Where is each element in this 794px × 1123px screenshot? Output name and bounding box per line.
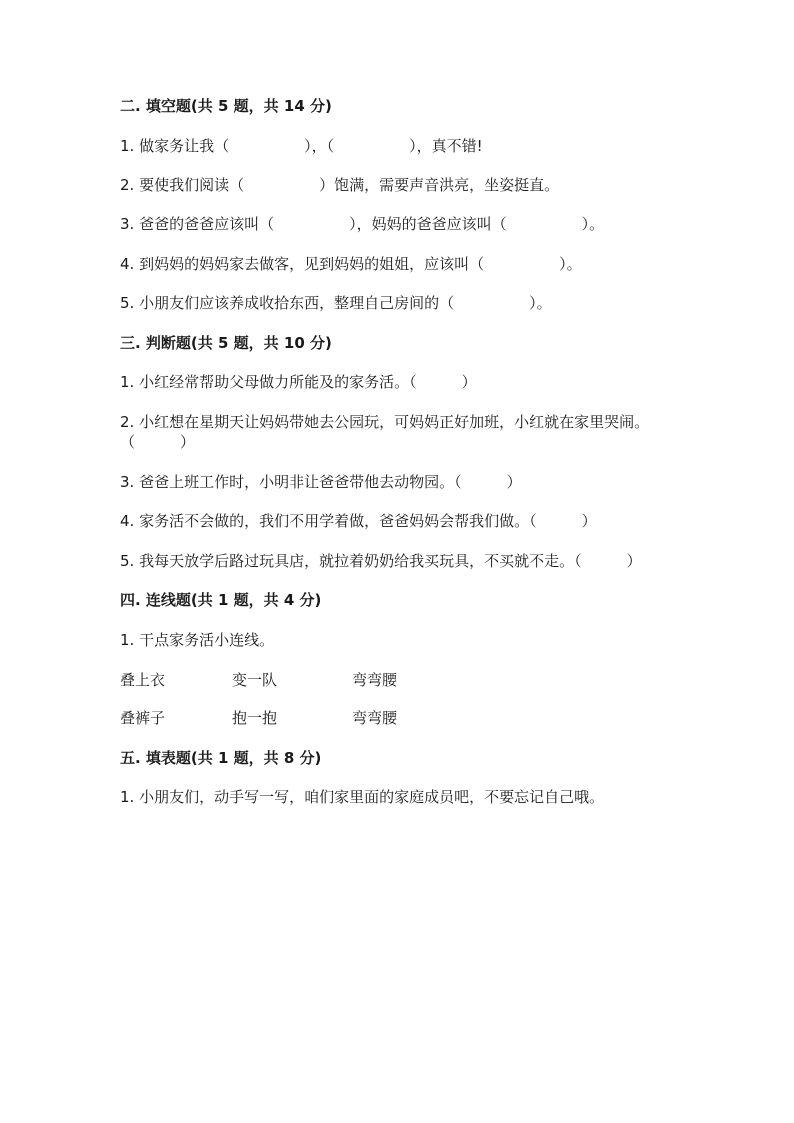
match-item-right-1: 弯弯腰 bbox=[352, 671, 398, 689]
fill-question-5: 5. 小朋友们应该养成收拾东西，整理自己房间的（ ）。 bbox=[120, 294, 552, 312]
section-judge-heading: 三. 判断题(共 5 题，共 10 分) bbox=[120, 334, 332, 352]
match-item-middle-2: 抱一抱 bbox=[232, 709, 278, 727]
section-table-heading: 五. 填表题(共 1 题，共 8 分) bbox=[120, 749, 322, 767]
match-item-left-1: 叠上衣 bbox=[120, 671, 166, 689]
match-item-middle-1: 变一队 bbox=[232, 671, 278, 689]
judge-question-1: 1. 小红经常帮助父母做力所能及的家务活。（ ） bbox=[120, 373, 477, 391]
judge-question-3: 3. 爸爸上班工作时，小明非让爸爸带他去动物园。（ ） bbox=[120, 473, 522, 491]
fill-question-4: 4. 到妈妈的妈妈家去做客，见到妈妈的姐姐，应该叫（ ）。 bbox=[120, 255, 582, 273]
match-item-right-2: 弯弯腰 bbox=[352, 709, 398, 727]
fill-question-2: 2. 要使我们阅读（ ）饱满，需要声音洪亮，坐姿挺直。 bbox=[120, 176, 560, 194]
judge-question-4: 4. 家务活不会做的，我们不用学着做，爸爸妈妈会帮我们做。（ ） bbox=[120, 512, 597, 530]
fill-question-3: 3. 爸爸的爸爸应该叫（ ），妈妈的爸爸应该叫（ ）。 bbox=[120, 215, 605, 233]
table-question-1: 1. 小朋友们，动手写一写，咱们家里面的家庭成员吧，不要忘记自己哦。 bbox=[120, 788, 605, 806]
judge-question-2: 2. 小红想在星期天让妈妈带她去公园玩，可妈妈正好加班，小红就在家里哭闹。（ ） bbox=[120, 413, 650, 451]
judge-question-5: 5. 我每天放学后路过玩具店，就拉着奶奶给我买玩具，不买就不走。（ ） bbox=[120, 552, 642, 570]
fill-question-1: 1. 做家务让我（ ），（ ），真不错! bbox=[120, 137, 483, 155]
section-fill-heading: 二. 填空题(共 5 题，共 14 分) bbox=[120, 97, 332, 115]
section-match-heading: 四. 连线题(共 1 题，共 4 分) bbox=[120, 591, 322, 609]
match-question-1: 1. 干点家务活小连线。 bbox=[120, 631, 275, 649]
match-item-left-2: 叠裤子 bbox=[120, 709, 166, 727]
